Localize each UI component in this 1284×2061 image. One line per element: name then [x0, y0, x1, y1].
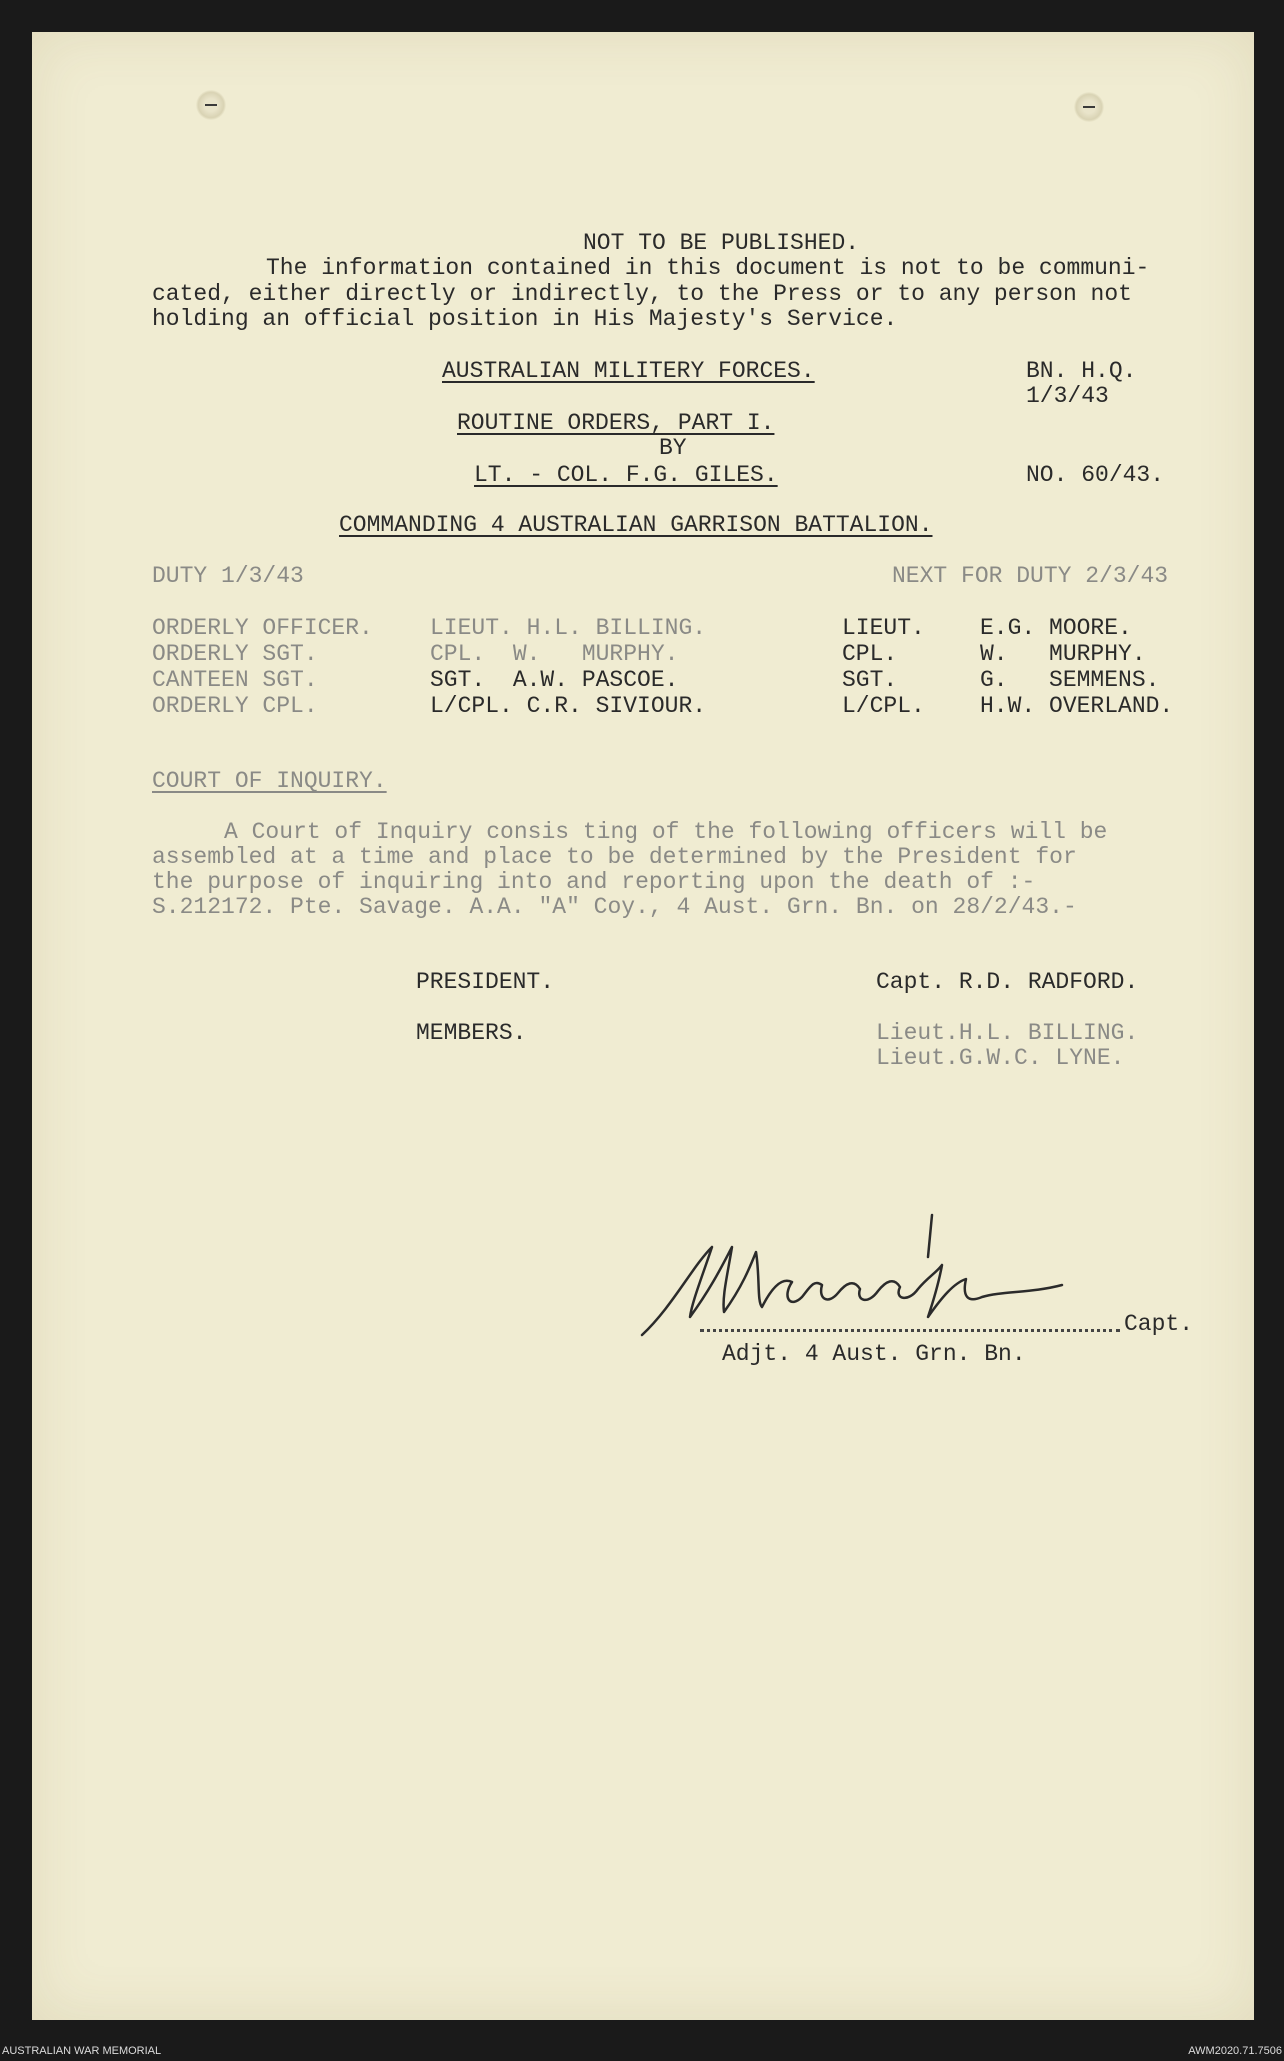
bn-hq-label: BN. H.Q. [1026, 358, 1137, 384]
member-name-1: Lieut.H.L. BILLING. [876, 1020, 1139, 1046]
duty-next-rank: SGT. [842, 667, 898, 693]
notice-line-1: The information contained in this document is not to be communi- [266, 255, 1150, 281]
footer-item-id: AWM2020.71.7506 [1188, 2045, 1282, 2057]
commanding-line: COMMANDING 4 AUSTRALIAN GARRISON BATTALION. [339, 512, 933, 538]
signature-dotted-line [700, 1329, 1120, 1332]
handwritten-signature [632, 1207, 1132, 1347]
president-name: Capt. R.D. RADFORD. [876, 969, 1139, 995]
notice-line-3: holding an official position in His Majesty's Service. [152, 306, 898, 332]
member-name-2: Lieut.G.W.C. LYNE. [876, 1045, 1125, 1071]
duty-today: L/CPL. C.R. SIVIOUR. [430, 693, 707, 719]
duty-next-name: H.W. OVERLAND. [980, 693, 1174, 719]
signature-adjutant: Adjt. 4 Aust. Grn. Bn. [722, 1341, 1026, 1367]
routine-orders-title: ROUTINE ORDERS, PART I. [457, 410, 775, 436]
duty-next-rank: LIEUT. [842, 615, 925, 641]
punch-hole-left [196, 90, 226, 120]
duty-next-rank: CPL. [842, 641, 898, 667]
court-text-line-2: assembled at a time and place to be determined by the President for [152, 844, 1077, 870]
members-label: MEMBERS. [416, 1020, 527, 1046]
next-duty-label: NEXT FOR DUTY 2/3/43 [892, 563, 1169, 589]
duty-today: LIEUT. H.L. BILLING. [430, 615, 707, 641]
forces-title: AUSTRALIAN MILITERY FORCES. [442, 358, 815, 384]
commander-name: LT. - COL. F.G. GILES. [474, 462, 778, 488]
duty-next-name: W. MURPHY. [980, 641, 1146, 667]
court-text-line-4: S.212172. Pte. Savage. A.A. "A" Coy., 4 Aust. Grn. Bn. on 28/2/43.- [152, 894, 1077, 920]
duty-role: ORDERLY OFFICER. [152, 615, 373, 641]
duty-role: ORDERLY CPL. [152, 693, 318, 719]
not-published-heading: NOT TO BE PUBLISHED. [583, 230, 860, 256]
duty-today: SGT. A.W. PASCOE. [430, 667, 679, 693]
signature-capt: Capt. [1124, 1311, 1194, 1337]
duty-role: ORDERLY SGT. [152, 641, 318, 667]
footer-archive-name: AUSTRALIAN WAR MEMORIAL [2, 2045, 162, 2057]
order-date: 1/3/43 [1026, 383, 1109, 409]
notice-line-2: cated, either directly or indirectly, to the Press or to any person not [152, 281, 1132, 307]
president-label: PRESIDENT. [416, 969, 555, 995]
punch-hole-right [1074, 92, 1104, 122]
duty-next-rank: L/CPL. [842, 693, 925, 719]
court-text-line-3: the purpose of inquiring into and reporting upon the death of :- [152, 869, 1036, 895]
by-label: BY [659, 435, 687, 461]
duty-role: CANTEEN SGT. [152, 667, 318, 693]
duty-today: CPL. W. MURPHY. [430, 641, 679, 667]
court-text-line-1: A Court of Inquiry consis ting of the following officers will be [224, 819, 1108, 845]
duty-next-name: E.G. MOORE. [980, 615, 1132, 641]
court-heading: COURT OF INQUIRY. [152, 768, 387, 794]
document-page [32, 32, 1254, 2020]
duty-next-name: G. SEMMENS. [980, 667, 1160, 693]
duty-date-label: DUTY 1/3/43 [152, 563, 304, 589]
order-number: NO. 60/43. [1026, 462, 1165, 488]
